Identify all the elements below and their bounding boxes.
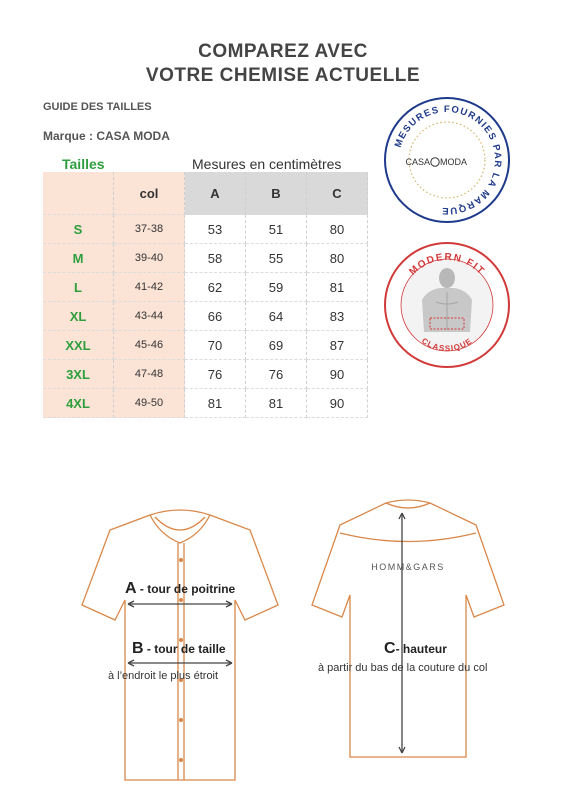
label-a [125, 580, 235, 598]
label-b-letter: B [132, 640, 144, 657]
b-cell: 64 [246, 302, 307, 331]
badge-ring-text: MESURES FOURNIES PAR LA MARQUE [392, 103, 504, 217]
b-cell: 55 [246, 244, 307, 273]
size-cell: XXL [43, 331, 114, 360]
a-cell: 53 [185, 215, 246, 244]
col-cell: 39-40 [114, 244, 185, 273]
col-cell: 41-42 [114, 273, 185, 302]
casa-logo-right: MODA [440, 157, 467, 167]
casa-logo-left: CASA [405, 157, 430, 167]
table-row [43, 389, 368, 418]
table-row [43, 331, 368, 360]
fit-top-text: MODERN FIT [407, 251, 487, 278]
size-cell: L [43, 273, 114, 302]
brand-label: Marque : CASA MODA [43, 129, 170, 143]
c-cell: 83 [307, 302, 368, 331]
table-row [43, 273, 368, 302]
col-cell: 43-44 [114, 302, 185, 331]
table-row [43, 215, 368, 244]
c-cell: 87 [307, 331, 368, 360]
label-c [384, 640, 447, 658]
col-cell: 49-50 [114, 389, 185, 418]
brand-measures-badge [382, 95, 512, 225]
modern-fit-badge [382, 240, 512, 370]
label-b-text: - tour de taille [143, 642, 226, 656]
a-cell: 58 [185, 244, 246, 273]
label-a-text: - tour de poitrine [136, 582, 236, 596]
page-title-line2: VOTRE CHEMISE ACTUELLE [145, 65, 421, 86]
b-cell: 69 [246, 331, 307, 360]
header-c: C [307, 172, 368, 215]
b-cell: 81 [246, 389, 307, 418]
c-cell: 90 [307, 389, 368, 418]
label-c-letter: C [384, 640, 396, 657]
page-title-line1: COMPAREZ AVEC [198, 41, 368, 62]
size-cell: 4XL [43, 389, 114, 418]
header-col: col [114, 172, 185, 215]
a-cell: 76 [185, 360, 246, 389]
table-row [43, 244, 368, 273]
table-row [43, 360, 368, 389]
header-size [43, 172, 114, 215]
size-cell: 3XL [43, 360, 114, 389]
size-cell: M [43, 244, 114, 273]
size-cell: S [43, 215, 114, 244]
col-cell: 37-38 [114, 215, 185, 244]
b-cell: 51 [246, 215, 307, 244]
back-logo: HOMM&GARS [371, 562, 445, 572]
a-cell: 81 [185, 389, 246, 418]
table-header-row [43, 172, 368, 215]
measure-line-c [399, 513, 405, 753]
label-a-letter: A [125, 580, 137, 597]
c-cell: 90 [307, 360, 368, 389]
tailles-label: Tailles [62, 156, 105, 172]
header-b: B [246, 172, 307, 215]
size-cell: XL [43, 302, 114, 331]
label-c-text: - hauteur [395, 642, 447, 656]
c-cell: 81 [307, 273, 368, 302]
b-cell: 76 [246, 360, 307, 389]
fit-bottom-text: CLASSIQUE [419, 336, 475, 354]
measure-line-b [128, 660, 232, 666]
a-cell: 70 [185, 331, 246, 360]
c-cell: 80 [307, 244, 368, 273]
header-a: A [185, 172, 246, 215]
col-cell: 47-48 [114, 360, 185, 389]
c-cell: 80 [307, 215, 368, 244]
back-shirt-outline [312, 500, 504, 757]
col-cell: 45-46 [114, 331, 185, 360]
a-cell: 62 [185, 273, 246, 302]
label-b-note: à l’endroit le plus étroit [108, 670, 219, 682]
guide-label: GUIDE DES TAILLES [43, 101, 152, 113]
size-table [43, 172, 368, 418]
table-row [43, 302, 368, 331]
mesures-label: Mesures en centimètres [192, 156, 342, 172]
label-b [132, 640, 226, 658]
a-cell: 66 [185, 302, 246, 331]
measure-line-a [128, 601, 232, 607]
label-c-note: à partir du bas de la couture du col [318, 662, 488, 674]
back-shirt-diagram [310, 495, 510, 780]
b-cell: 59 [246, 273, 307, 302]
